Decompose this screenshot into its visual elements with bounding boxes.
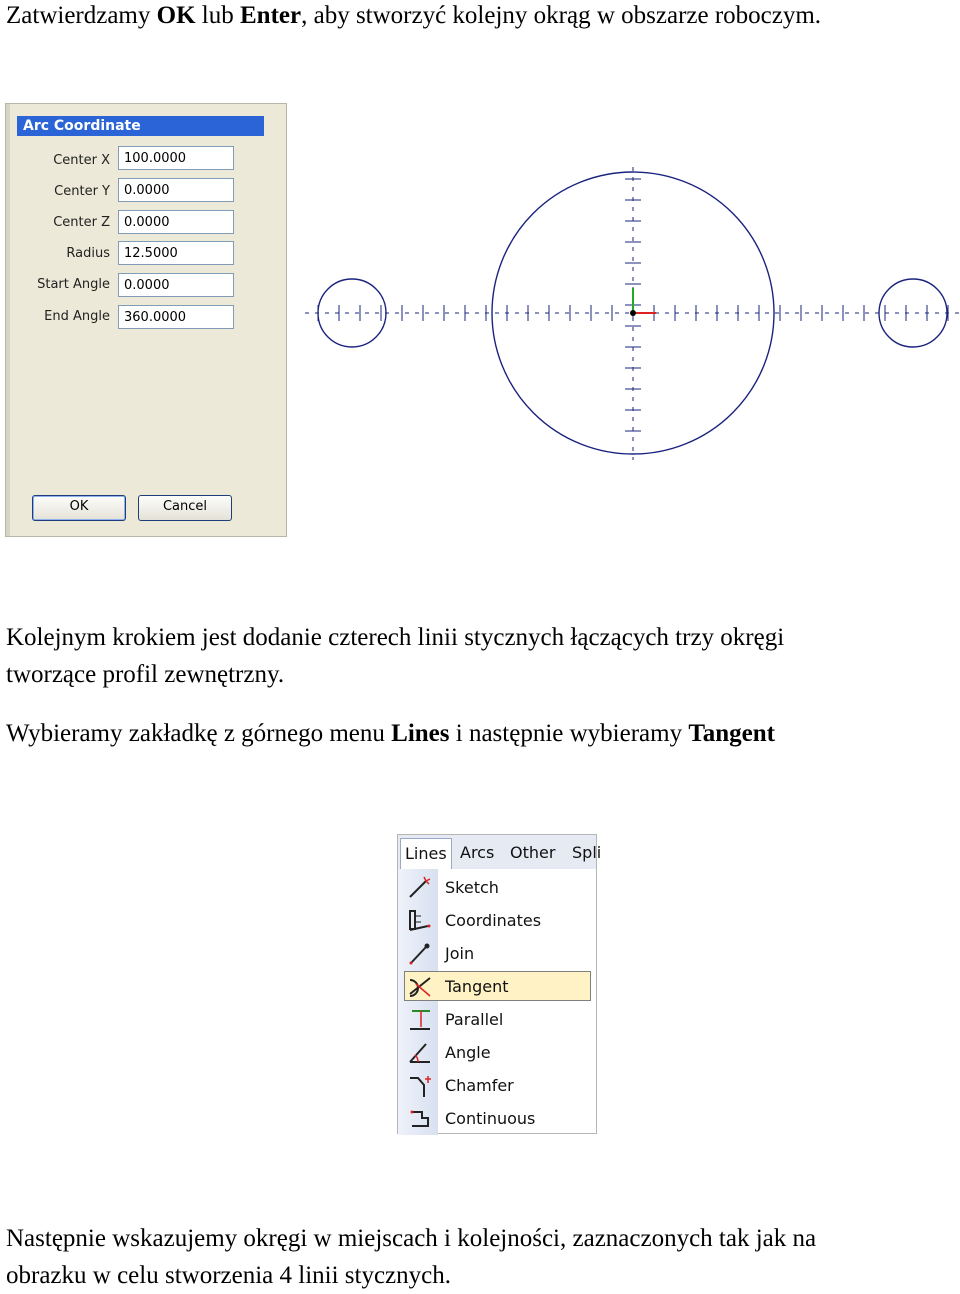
center-y-label: Center Y bbox=[54, 184, 110, 199]
menu-item-tangent[interactable]: Tangent bbox=[398, 971, 596, 1003]
menu-item-parallel[interactable]: Parallel bbox=[398, 1004, 596, 1036]
paragraph-confirm: Zatwierdzamy OK lub Enter, aby stworzyć kolejny okrąg w obszarze roboczym. bbox=[6, 2, 822, 29]
start-angle-label: Start Angle bbox=[37, 277, 110, 292]
chamfer-icon bbox=[406, 1073, 434, 1099]
menu-item-chamfer[interactable]: Chamfer bbox=[398, 1070, 596, 1102]
tab-spline[interactable]: Spli bbox=[572, 843, 602, 862]
cad-canvas bbox=[300, 150, 960, 470]
menu-item-join[interactable]: Join bbox=[398, 938, 596, 970]
join-icon bbox=[406, 941, 434, 967]
tab-other[interactable]: Other bbox=[510, 843, 556, 862]
coordinates-icon bbox=[406, 908, 434, 934]
origin-point bbox=[630, 310, 636, 316]
sketch-icon bbox=[406, 875, 434, 901]
angle-icon bbox=[406, 1040, 434, 1066]
center-z-label: Center Z bbox=[53, 215, 110, 230]
parallel-icon bbox=[406, 1007, 434, 1033]
tangent-icon bbox=[406, 974, 434, 1000]
start-angle-input[interactable] bbox=[118, 273, 234, 297]
lines-menu bbox=[397, 834, 602, 1134]
continuous-icon bbox=[406, 1106, 434, 1132]
menu-item-angle[interactable]: Angle bbox=[398, 1037, 596, 1069]
cancel-button[interactable]: Cancel bbox=[138, 495, 232, 521]
tab-arcs[interactable]: Arcs bbox=[460, 843, 495, 862]
menu-item-coordinates[interactable]: Coordinates bbox=[398, 905, 596, 937]
center-x-input[interactable] bbox=[118, 146, 234, 170]
dialog-title: Arc Coordinate bbox=[17, 116, 264, 136]
menu-item-continuous[interactable]: Continuous bbox=[398, 1103, 596, 1135]
end-angle-label: End Angle bbox=[44, 309, 110, 324]
center-x-label: Center X bbox=[53, 153, 110, 168]
radius-input[interactable] bbox=[118, 241, 234, 265]
tab-lines[interactable]: Lines bbox=[400, 838, 452, 869]
arc-coordinate-dialog bbox=[5, 103, 287, 537]
paragraph-next-step: Kolejnym krokiem jest dodanie czterech linii stycznych łączących trzy okręgi tworzące profil zewnętrzny. bbox=[6, 624, 785, 688]
paragraph-instructions: Następnie wskazujemy okręgi w miejscach i kolejności, zaznaczonych tak jak na obrazku w celu stworzenia 4 linii stycznych. bbox=[6, 1225, 817, 1289]
end-angle-input[interactable] bbox=[118, 305, 234, 329]
center-y-input[interactable] bbox=[118, 178, 234, 202]
radius-label: Radius bbox=[66, 246, 110, 261]
center-z-input[interactable] bbox=[118, 210, 234, 234]
menu-bar bbox=[398, 835, 602, 869]
paragraph-choose-menu: Wybieramy zakładkę z górnego menu Lines i następnie wybieramy Tangent bbox=[6, 720, 775, 747]
ok-button[interactable]: OK bbox=[32, 495, 126, 521]
menu-item-sketch[interactable]: Sketch bbox=[398, 872, 596, 904]
